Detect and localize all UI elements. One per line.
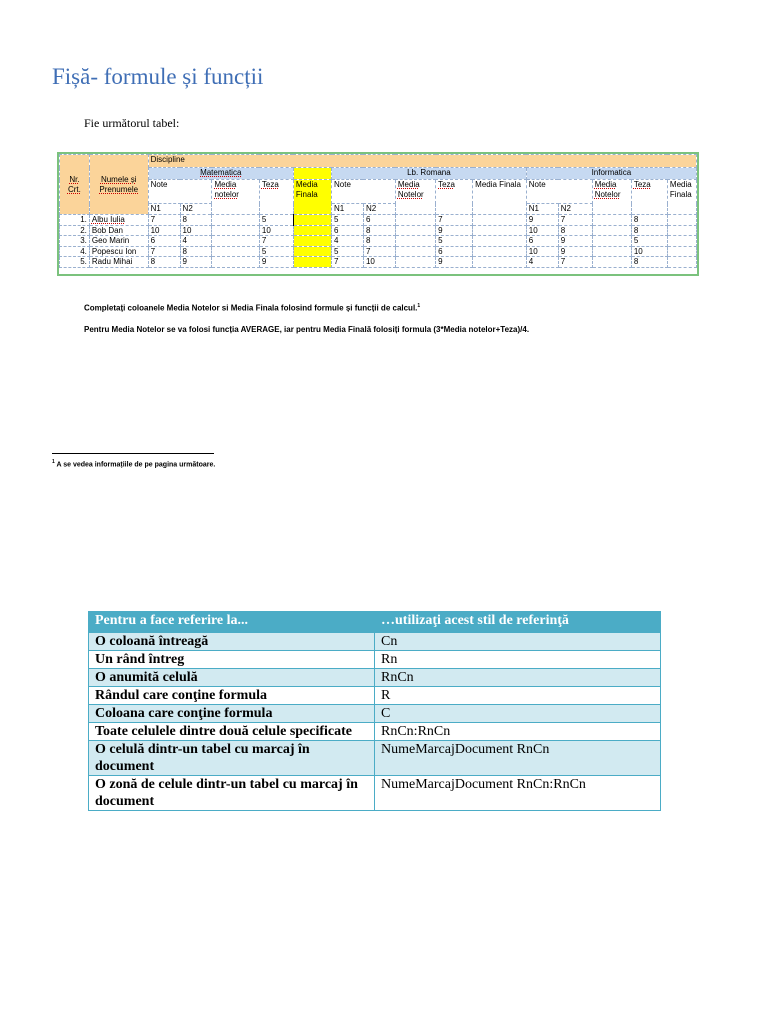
teza-cell[interactable]: 9 [436, 257, 473, 268]
grade-cell[interactable]: 8 [363, 236, 395, 247]
teza-header: Teza [631, 180, 667, 215]
table-row [89, 776, 661, 811]
teza-cell[interactable]: 5 [631, 236, 667, 247]
table-row [60, 225, 697, 236]
media-finala-cell[interactable] [667, 215, 696, 226]
grade-cell[interactable]: 8 [180, 215, 212, 226]
table-row [60, 257, 697, 268]
teza-header: Teza [436, 180, 473, 215]
media-finala-cell[interactable] [293, 236, 331, 247]
teza-cell[interactable]: 9 [436, 225, 473, 236]
teza-header: Teza [259, 180, 293, 215]
media-notelor-cell[interactable] [395, 225, 435, 236]
teza-cell[interactable]: 10 [259, 225, 293, 236]
reference-target: Toate celulele dintre două celule specificate [89, 723, 375, 741]
grade-cell[interactable]: 7 [363, 246, 395, 257]
media-notelor-cell[interactable] [395, 246, 435, 257]
teza-cell[interactable]: 5 [436, 236, 473, 247]
student-name: Geo Marin [89, 236, 148, 247]
n2-header: N2 [558, 204, 592, 215]
table-row [89, 633, 661, 651]
teza-cell[interactable]: 8 [631, 225, 667, 236]
media-notelor-cell[interactable] [212, 246, 259, 257]
reference-style-table [88, 611, 661, 811]
grade-cell[interactable]: 7 [558, 215, 592, 226]
media-finala-cell[interactable] [293, 246, 331, 257]
n1-header: N1 [526, 204, 558, 215]
table-row [60, 215, 697, 226]
media-notelor-cell[interactable] [212, 236, 259, 247]
grades-table-body [60, 155, 697, 268]
reference-style: Cn [375, 633, 661, 651]
reference-table-body [89, 612, 661, 811]
media-notelor-cell[interactable] [592, 215, 631, 226]
media-notelor-cell[interactable] [395, 257, 435, 268]
grade-cell[interactable]: 10 [148, 225, 180, 236]
media-notelor-cell[interactable] [592, 225, 631, 236]
grade-cell[interactable]: 6 [363, 215, 395, 226]
media-notelor-cell[interactable] [592, 246, 631, 257]
table-row [89, 741, 661, 776]
row-number: 2. [60, 225, 90, 236]
media-finala-cell[interactable] [667, 225, 696, 236]
grade-cell[interactable]: 9 [558, 246, 592, 257]
reference-style: NumeMarcajDocument RnCn [375, 741, 661, 776]
teza-cell[interactable]: 9 [259, 257, 293, 268]
note-header: Note [332, 180, 396, 204]
teza-cell[interactable]: 5 [259, 215, 293, 226]
reference-style: R [375, 687, 661, 705]
media-notelor-header: Media Notelor [592, 180, 631, 215]
media-finala-cell[interactable] [667, 246, 696, 257]
column-header: Pentru a face referire la... [89, 612, 375, 633]
grade-cell[interactable]: 6 [332, 225, 364, 236]
instruction-1-text: Completați coloanele Media Notelor si Media Finala folosind formule și funcții de calcul. [84, 303, 418, 313]
footnote [52, 459, 215, 468]
media-finala-cell[interactable] [667, 236, 696, 247]
grade-cell[interactable]: 8 [180, 246, 212, 257]
media-finala-header: Media Finala [473, 180, 527, 215]
grade-cell[interactable]: 8 [148, 257, 180, 268]
student-name: Bob Dan [89, 225, 148, 236]
grade-cell[interactable]: 10 [526, 246, 558, 257]
intro-text: Fie următorul tabel: [84, 116, 180, 130]
col-name-header: Numele și Prenumele [89, 155, 148, 215]
media-notelor-header: Media Notelor [395, 180, 435, 215]
subject-header: Informatica [526, 168, 696, 180]
subject-header: Lb. Romana [332, 168, 527, 180]
grade-cell[interactable]: 9 [180, 257, 212, 268]
n2-header: N2 [363, 204, 395, 215]
media-finala-header: Media Finala [667, 180, 696, 215]
table-row [89, 669, 661, 687]
note-header: Note [526, 180, 592, 204]
reference-target: O celulă dintr-un tabel cu marcaj în document [89, 741, 375, 776]
grade-cell[interactable]: 5 [332, 215, 364, 226]
media-notelor-cell[interactable] [592, 236, 631, 247]
col-nr-header: Nr. Crt. [60, 155, 90, 215]
grade-cell[interactable]: 10 [363, 257, 395, 268]
grade-cell[interactable]: 7 [332, 257, 364, 268]
reference-target: Rândul care conţine formula [89, 687, 375, 705]
reference-style: RnCn [375, 669, 661, 687]
grade-cell[interactable]: 7 [148, 215, 180, 226]
n2-header: N2 [180, 204, 212, 215]
media-notelor-cell[interactable] [395, 236, 435, 247]
media-finala-cell[interactable] [473, 257, 527, 268]
grade-cell[interactable]: 4 [526, 257, 558, 268]
media-notelor-cell[interactable] [212, 225, 259, 236]
grade-cell[interactable]: 9 [526, 215, 558, 226]
instruction-1 [84, 303, 420, 313]
n1-header: N1 [148, 204, 180, 215]
grade-cell[interactable]: 4 [180, 236, 212, 247]
grade-cell[interactable]: 10 [180, 225, 212, 236]
media-notelor-cell[interactable] [592, 257, 631, 268]
grade-cell[interactable]: 5 [332, 246, 364, 257]
grade-cell[interactable]: 6 [526, 236, 558, 247]
media-notelor-header: Media notelor [212, 180, 259, 215]
grade-cell[interactable]: 10 [526, 225, 558, 236]
reference-target: O coloană întreagă [89, 633, 375, 651]
media-finala-cell[interactable] [473, 246, 527, 257]
teza-cell[interactable]: 5 [259, 246, 293, 257]
media-finala-cell[interactable] [473, 215, 527, 226]
row-number: 1. [60, 215, 90, 226]
table-row [60, 236, 697, 247]
grade-cell[interactable]: 7 [558, 257, 592, 268]
footnote-separator [52, 453, 214, 454]
reference-target: Un rând întreg [89, 651, 375, 669]
instruction-2: Pentru Media Notelor se va folosi funcția AVERAGE, iar pentru Media Finală folosiți formula (3*Media notelor+Teza)/4. [84, 325, 530, 334]
media-finala-cell[interactable] [293, 215, 331, 226]
teza-cell[interactable]: 7 [436, 215, 473, 226]
media-finala-header: Media Finala [293, 180, 331, 215]
footnote-text: A se vedea informațiile de pe pagina următoare. [54, 461, 216, 469]
row-number: 5. [60, 257, 90, 268]
disciplines-header: Discipline [148, 155, 696, 168]
grade-cell[interactable]: 7 [148, 246, 180, 257]
footnote-marker: 1 [52, 459, 55, 465]
media-notelor-cell[interactable] [212, 257, 259, 268]
page-title: Fișă- formule și funcții [52, 64, 264, 89]
media-finala-cell[interactable] [473, 225, 527, 236]
teza-cell[interactable]: 10 [631, 246, 667, 257]
yellow-highlight-cell [293, 168, 331, 180]
grade-cell[interactable]: 9 [558, 236, 592, 247]
table-row [89, 651, 661, 669]
media-finala-cell[interactable] [667, 257, 696, 268]
column-header: …utilizaţi acest stil de referinţă [375, 612, 661, 633]
grade-cell[interactable]: 8 [558, 225, 592, 236]
teza-cell[interactable]: 7 [259, 236, 293, 247]
footnote-reference[interactable]: 1 [417, 303, 421, 309]
media-finala-cell[interactable] [293, 257, 331, 268]
teza-cell[interactable]: 8 [631, 215, 667, 226]
reference-style: RnCn:RnCn [375, 723, 661, 741]
grades-table [59, 154, 697, 268]
reference-style: Rn [375, 651, 661, 669]
media-notelor-cell[interactable] [212, 215, 259, 226]
n1-header: N1 [332, 204, 364, 215]
grade-cell[interactable]: 8 [363, 225, 395, 236]
grade-cell[interactable]: 4 [332, 236, 364, 247]
reference-target: O zonă de celule dintr-un tabel cu marcaj în document [89, 776, 375, 811]
teza-cell[interactable]: 6 [436, 246, 473, 257]
teza-cell[interactable]: 8 [631, 257, 667, 268]
reference-style: C [375, 705, 661, 723]
media-finala-cell[interactable] [473, 236, 527, 247]
media-finala-cell[interactable] [293, 225, 331, 236]
reference-target: Coloana care conţine formula [89, 705, 375, 723]
reference-style: NumeMarcajDocument RnCn:RnCn [375, 776, 661, 811]
table-row [60, 246, 697, 257]
note-header: Note [148, 180, 212, 204]
row-number: 4. [60, 246, 90, 257]
media-notelor-cell[interactable] [395, 215, 435, 226]
table-row [89, 687, 661, 705]
table-header-row [89, 612, 661, 633]
subject-header: Matematica [148, 168, 293, 180]
grade-cell[interactable]: 6 [148, 236, 180, 247]
table-row [89, 705, 661, 723]
reference-target: O anumită celulă [89, 669, 375, 687]
student-name: Popescu Ion [89, 246, 148, 257]
student-name: Albu Iulia [89, 215, 148, 226]
student-name: Radu Mihai [89, 257, 148, 268]
row-number: 3. [60, 236, 90, 247]
table-row [89, 723, 661, 741]
